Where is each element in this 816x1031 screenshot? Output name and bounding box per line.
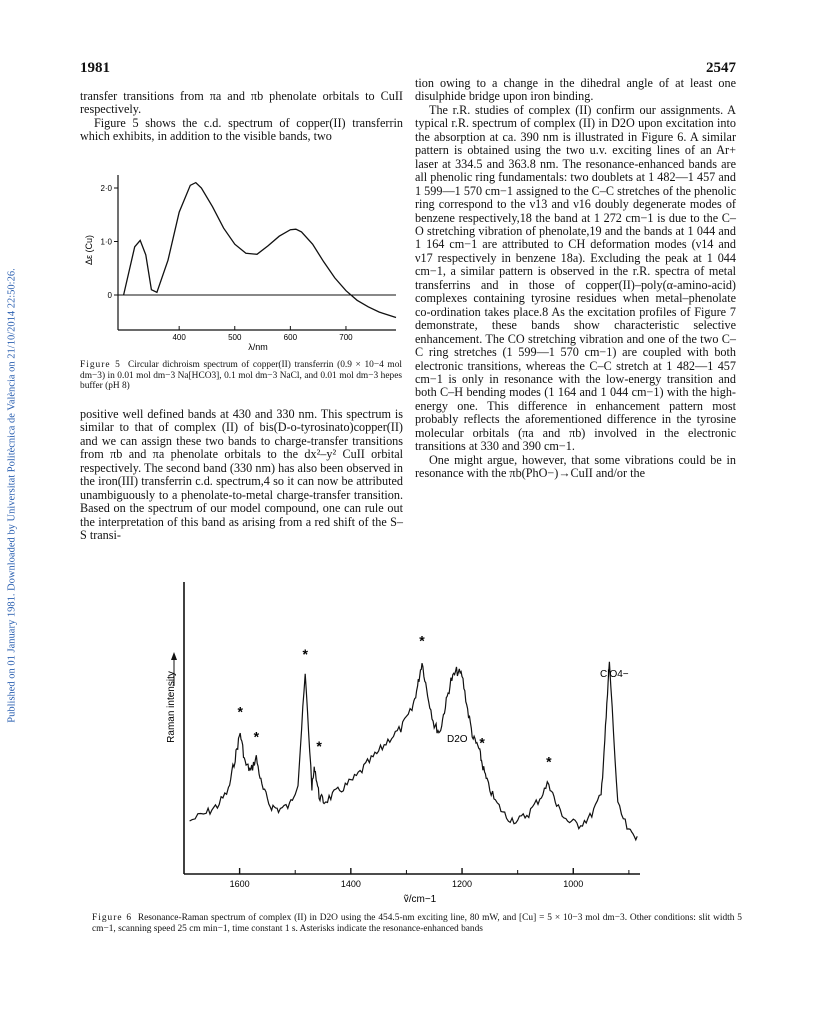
fig5-ytick-label: 0 (107, 291, 112, 300)
left-para-2: Figure 5 shows the c.d. spectrum of copper(II) transferrin which exhibits, in addition to the visible bands, two (80, 115, 403, 144)
download-notice[interactable]: Published on 01 January 1981. Downloaded by Universitat Politècnica de València on 21/10/2014 22:50:26. (6, 268, 18, 723)
fig6-xlabel: ṽ/cm−1 (403, 894, 437, 905)
left-column-bottom (80, 408, 403, 543)
fig5-caption-label: Figure 5 (80, 360, 121, 370)
left-para-3: positive well defined bands at 430 and 330 nm. This spectrum is similar to that of complex (II) of bis(D-o-tyrosinato)copper(II) and we can assign these two bands to charge-transfer transitions from πb and πa phenolate orbitals to the dx²–y² CuII orbital respectively. The second band (330 nm) has also been observed in the iron(III) transferrin c.d. spectrum,4 so it can now be attributed unambiguously to a phenolate-to-metal charge-transfer transition. Based on the spectrum of our model compound, one can rule out the interpretation of this band as arising from a red shift of the S–S transi- (80, 407, 403, 543)
right-para-1: tion owing to a change in the dihedral angle of at least one disulphide bridge upon iron binding. (415, 76, 736, 104)
fig5-ytick-label: 2·0 (100, 184, 112, 193)
fig6-xtick-label: 1200 (452, 879, 473, 889)
year: 1981 (80, 60, 110, 76)
fig5-cd-curve (124, 183, 396, 318)
figure-5-cd-spectrum (80, 170, 400, 355)
fig5-ylabel: Δε (Cu) (84, 234, 94, 266)
fig6-asterisk: * (302, 646, 308, 663)
fig6-d2o-label: D2O (447, 734, 468, 745)
fig6-asterisk: * (237, 703, 243, 720)
fig6-ylabel-arrowhead (171, 652, 177, 660)
right-para-3: One might argue, however, that some vibrations could be in resonance with the πb(PhO−)→CuII and/or the (415, 452, 736, 481)
fig5-xtick-label: 400 (172, 333, 186, 342)
figure-6-raman-spectrum (160, 582, 660, 907)
fig6-asterisk: * (479, 734, 485, 751)
fig5-ytick-label: 1·0 (100, 237, 112, 247)
fig6-caption-label: Figure 6 (92, 913, 133, 923)
fig6-xtick-label: 1600 (229, 879, 250, 889)
fig6-asterisk: * (316, 738, 322, 755)
right-para-2: The r.R. studies of complex (II) confirm our assignments. A typical r.R. spectrum of complex (II) in D2O upon excitation into the absorption at ca. 390 nm is illustrated in Figure 6. A similar pattern is obtained using the two u.v. exciting lines of an Ar+ laser at 334.5 and 363.8 nm. The resonance-enhanced bands are all phenolic ring fundamentals: two doublets at 1 482—1 457 and 1 599—1 570 cm−1 assigned to the C–C stretches of the phenolic ring correspond to the ν13 and ν16 doubly degenerate modes of benzene respectively,18 the band at 1 272 cm−1 is due to the C–O stretching vibration of phenolate,19 and the bands at 1 044 and 1 164 cm−1 are attributed to CH deformation modes (ν14 and ν17 respectively in benzene 18a). Excluding the peak at 1 044 cm−1, a similar pattern is observed in the r.R. spectra of metal transferrins and in those of copper(II)–poly(α-amino-acid) complexes containing tyrosine residues when metal–phenolate co-ordination takes place.8 As the excitation profiles of Figure 7 demonstrate, these bands show characteristic selective enhancement. The CO stretching vibration and one of the two C–C ring stretches (1 599—1 570 cm−1) are coupled with both electronic transitions, whereas the C–C stretch at 1 482—1 457 cm−1 is only in resonance with the low-energy transition and both C–H bending modes (1 164 and 1 044 cm−1) with the high-energy one. This difference in enhancement pattern most probably reflects the aforementioned difference in the tyrosine molecular orbitals (πa and πb) involved in the electronic transitions at 330 and 390 cm−1. (415, 102, 736, 454)
fig6-ylabel: Raman intensity (166, 671, 177, 743)
fig6-asterisk: * (253, 728, 260, 745)
right-column (415, 77, 736, 481)
page-number: 2547 (706, 60, 736, 76)
fig6-asterisk: * (546, 753, 552, 770)
fig6-asterisk: * (419, 632, 425, 649)
fig6-raman-curve (190, 662, 638, 840)
fig5-xtick-label: 500 (228, 333, 242, 342)
figure-5-caption (80, 360, 402, 392)
left-column-top (80, 90, 403, 144)
fig6-clo4-label: ClO4− (600, 669, 629, 680)
fig6-xtick-label: 1000 (563, 879, 584, 889)
fig6-xtick-label: 1400 (340, 879, 361, 889)
figure-6-caption (92, 913, 742, 934)
fig5-xlabel: λ/nm (248, 342, 268, 352)
left-para-1: transfer transitions from πa and πb phenolate orbitals to CuII respectively. (80, 89, 403, 117)
fig6-caption-text: Resonance-Raman spectrum of complex (II) in D2O using the 454.5-nm exciting line, 80 mW, and [Cu] = 5 × 10−3 mol dm−3. Other conditions: slit width 5 cm−1, scanning speed 25 cm min−1, time constant 1 s. Asterisks indicate the resonance-enhanced bands (92, 913, 742, 934)
fig5-caption-text: Circular dichroism spectrum of copper(II) transferrin (0.9 × 10−4 mol dm−3) in 0.01 mol dm−3 Na[HCO3], 0.1 mol dm−3 NaCl, and 0.01 mol dm−3 hepes buffer (pH 8) (80, 360, 403, 392)
fig5-xtick-label: 600 (283, 333, 298, 342)
fig5-xtick-label: 700 (339, 333, 353, 342)
